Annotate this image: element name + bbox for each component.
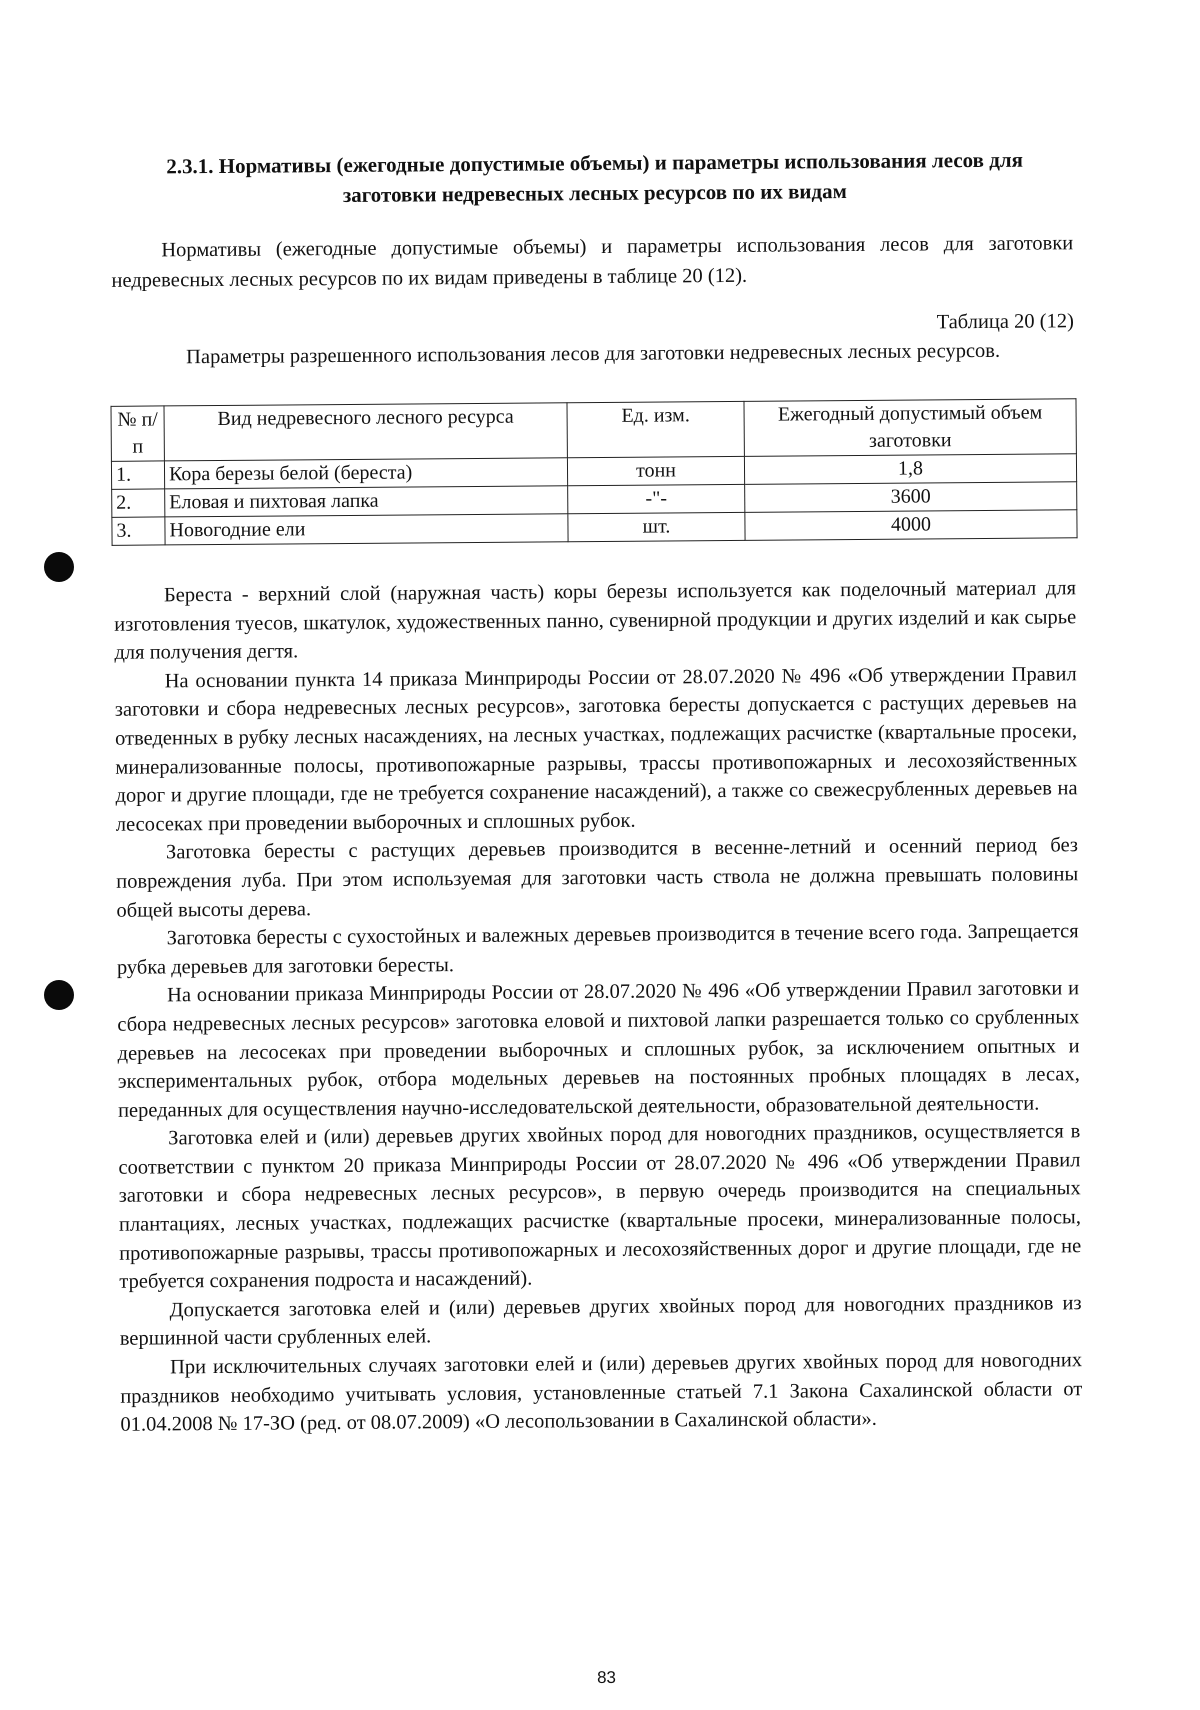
- table-number: Таблица 20 (12): [936, 310, 1074, 334]
- row-volume: 3600: [745, 482, 1077, 513]
- section-heading: [115, 144, 1075, 212]
- paragraph-bark-deadwood: Заготовка бересты с сухостойных и валежных деревьев производится в течение всего года. Запрещается рубка деревьев для заготовки бересты.: [116, 920, 1079, 979]
- section-heading-line-1: 2.3.1. Нормативы (ежегодные допустимые объемы) и параметры использования лесов для: [166, 147, 1024, 179]
- row-name: Кора березы белой (береста): [164, 458, 567, 489]
- header-volume: Ежегодный допустимый объем заготовки: [744, 399, 1076, 457]
- row-name: Новогодние ели: [165, 514, 568, 545]
- table-header-row: [111, 399, 1076, 462]
- row-num: 3.: [112, 517, 165, 545]
- row-volume: 1,8: [744, 454, 1076, 485]
- paragraph-birch-bark: Береста - верхний слой (наружная часть) коры березы используется как поделочный материал для изготовления туесов, шкатулок, художественных панно, сувенирной продукции и других изделий и как сырье для получения дегтя.: [114, 577, 1077, 664]
- body-text: [114, 574, 1083, 1439]
- paragraph-new-year-trees: Заготовка елей и (или) деревьев других хвойных пород для новогодних праздников, осуществляется в соответствии с пунктом 20 приказа Минприроды России от 28.07.2020 № 496 «Об утверждении Правил заготовки и сбора недревесных лесных ресурсов», в первую очередь производится на специальных плантациях, лесных участках, подлежащих расчистке (квартальные просеки, минерализованные полосы, противопожарные разрывы, трассы противопожарных и лесохозяйственных дорог и другие площади, где не требуется сохранения подроста и насаждений).: [118, 1120, 1082, 1294]
- header-name: Вид недревесного лесного ресурса: [164, 403, 567, 461]
- row-num: 1.: [111, 461, 164, 489]
- table-caption: Параметры разрешенного использования лесов для заготовки недревесных лесных ресурсов.: [186, 339, 1001, 369]
- paragraph-tree-tops: Допускается заготовка елей и (или) деревьев других хвойных пород для новогодних праздников из вершинной части срубленных елей.: [119, 1292, 1082, 1351]
- paragraph-exceptional-cases: При исключительных случаях заготовки елей и (или) деревьев других хвойных пород для новогодних праздников необходимо учитывать условия, установленные статьей 7.1 Закона Сахалинской области от 01.04.2008 № 17-ЗО (ред. от 08.07.2009) «О лесопользовании в Сахалинской области».: [120, 1349, 1083, 1437]
- row-unit: тонн: [567, 456, 744, 485]
- row-volume: 4000: [745, 510, 1077, 541]
- row-num: 2.: [112, 489, 165, 517]
- intro-text: Нормативы (ежегодные допустимые объемы) и параметры использования лесов для заготовки недревесных лесных ресурсов по их видам приведены в таблице 20 (12).: [111, 232, 1074, 292]
- section-heading-line-2: заготовки недревесных лесных ресурсов по их видам: [342, 179, 847, 207]
- paragraph-bark-rules: На основании пункта 14 приказа Минприроды России от 28.07.2020 № 496 «Об утверждении Правил заготовки и сбора недревесных лесных ресурсов», заготовка бересты допускается с растущих деревьев на отведенных в рубку лесных насаждениях, на лесных участках, подлежащих расчистке (квартальные просеки, минерализованные полосы, противопожарные разрывы, трассы противопожарных и лесохозяйственных дорог и другие площади, где не требуется сохранение насаждений), а также со свежесрубленных деревьев на лесосеках при проведении выборочных и сплошных рубок.: [114, 663, 1078, 836]
- resources-table: [110, 398, 1077, 546]
- header-unit: Ед. изм.: [567, 401, 744, 457]
- row-unit: -"-: [568, 484, 745, 513]
- row-unit: шт.: [568, 512, 745, 541]
- paragraph-bark-season: Заготовка бересты с растущих деревьев производится в весенне-летний и осенний период без повреждения луба. При этом используемая для заготовки часть ствола не должна превышать половины общей высоты дерева.: [116, 834, 1079, 922]
- paragraph-fir-branches: На основании приказа Минприроды России от 28.07.2020 № 496 «Об утверждении Правил заготовки и сбора недревесных лесных ресурсов» заготовка еловой и пихтовой лапки разрешается только со срубленных деревьев на лесосеках при проведении выборочных и сплошных рубок, за исключением опытных и экспериментальных рубок, отбора модельных деревьев на постоянных пробных площадях в лесах, переданных для осуществления научно-исследовательской деятельности, образовательной деятельности.: [117, 977, 1080, 1122]
- header-num: № п/п: [111, 406, 164, 461]
- page-number: 83: [596, 1667, 617, 1688]
- intro-paragraph: [111, 228, 1073, 296]
- row-name: Еловая и пихтовая лапка: [165, 486, 568, 517]
